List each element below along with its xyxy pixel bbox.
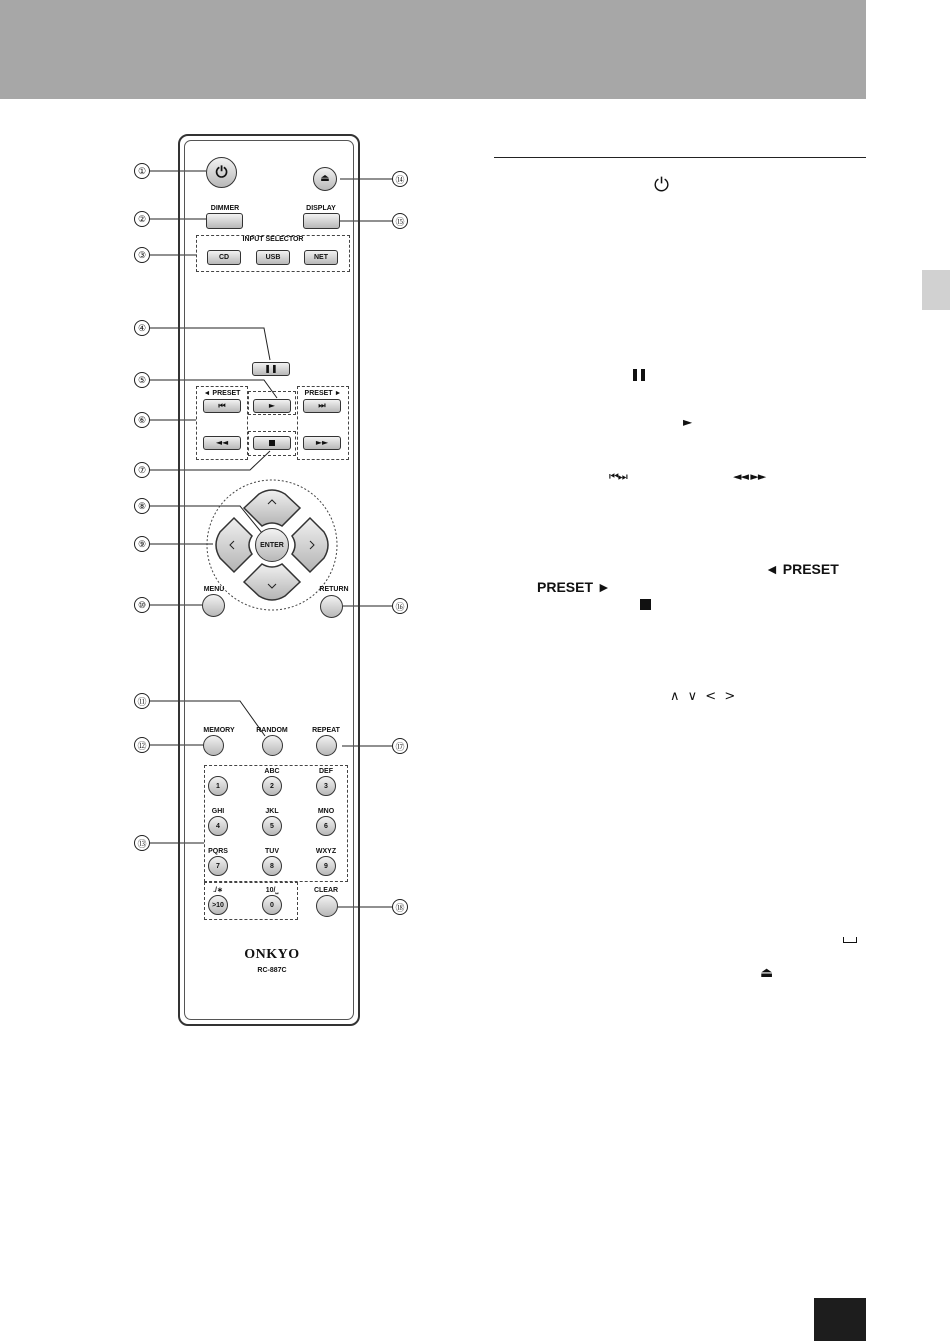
preset-left-text: ◄ PRESET [765,561,839,577]
rewind-icon: ◄◄ [215,438,229,447]
callout-1: ① [134,163,150,179]
eject-icon: ⏏ [760,965,774,981]
callout-6: ⑥ [134,412,150,428]
display-button[interactable] [303,213,340,229]
callout-14: ⑭ [392,171,408,187]
callout-3: ③ [134,247,150,263]
rewind-button[interactable] [203,436,241,450]
skip-forward-icon: ⏭ [318,401,326,410]
display-label: DISPLAY [306,205,336,212]
model-label: RC-887C [257,967,287,974]
key-10-letters: ./∗ [213,887,223,894]
key-over10-button[interactable]: >10 [208,895,228,915]
key-4-button[interactable]: 4 [208,816,228,836]
callout-8: ⑧ [134,498,150,514]
callout-17: ⑰ [392,738,408,754]
callout-4: ④ [134,320,150,336]
preset-right-label: PRESET ► [304,390,342,397]
key-2-button[interactable]: 2 [262,776,282,796]
pause-button[interactable] [252,362,290,376]
dpad-left-button[interactable] [216,518,252,572]
eject-icon: ⏏ [320,173,330,184]
cd-button[interactable]: CD [207,250,241,265]
dpad-down-button[interactable] [244,564,300,600]
key-8-button[interactable]: 8 [262,856,282,876]
callout-5: ⑤ [134,372,150,388]
key-6-letters: MNO [317,808,335,815]
callout-10: ⑩ [134,597,150,613]
input-selector-label: INPUT SELECTOR [226,236,320,243]
dpad-right-button[interactable] [292,518,328,572]
key-3-letters: DEF [319,768,333,775]
return-label: RETURN [319,586,349,593]
dimmer-button[interactable] [206,213,243,229]
stop-button[interactable] [253,436,291,450]
fast-forward-button[interactable] [303,436,341,450]
key-7-letters: PQRS [208,848,228,855]
memory-label: MEMORY [203,727,235,734]
play-icon: ► [683,415,693,429]
callout-12: ⑫ [134,737,150,753]
skip-back-icon: ⏮ [218,401,226,410]
skip-icons: ⏮⏭ [609,470,627,483]
return-button[interactable] [320,595,343,618]
clear-label: CLEAR [313,887,339,894]
random-button[interactable] [262,735,283,756]
memory-button[interactable] [203,735,224,756]
skip-forward-button[interactable] [303,399,341,413]
power-button[interactable] [206,157,237,188]
key-2-letters: ABC [264,768,280,775]
enter-button[interactable]: ENTER [255,528,289,562]
clear-button[interactable] [316,895,338,917]
cursor-icons: ∧ ∨ < > [670,689,736,704]
callout-16: ⑯ [392,598,408,614]
key-5-letters: JKL [265,808,279,815]
callout-11: ⑪ [134,693,150,709]
menu-label: MENU [203,586,225,593]
stop-icon [269,440,275,446]
play-button[interactable] [253,399,291,413]
key-1-button[interactable]: 1 [208,776,228,796]
key-9-button[interactable]: 9 [316,856,336,876]
dimmer-label: DIMMER [210,205,240,212]
power-icon: ⏻ [215,163,228,181]
callout-15: ⑮ [392,213,408,229]
repeat-button[interactable] [316,735,337,756]
key-9-letters: WXYZ [315,848,337,855]
search-icons: ◄◄ ►► [733,470,766,483]
key-0-letters: 10/⎵ [265,887,279,894]
pause-icon: ❚❚ [264,364,278,373]
key-3-button[interactable]: 3 [316,776,336,796]
brand-logo: ONKYO [244,947,300,962]
net-button[interactable]: NET [304,250,338,265]
repeat-label: REPEAT [312,727,340,734]
preset-right-text: PRESET ► [537,579,611,595]
key-4-letters: GHI [211,808,225,815]
key-5-button[interactable]: 5 [262,816,282,836]
callout-18: ⑱ [392,899,408,915]
key-7-button[interactable]: 7 [208,856,228,876]
callout-13: ⑬ [134,835,150,851]
random-label: RANDOM [256,727,288,734]
fast-forward-icon: ►► [315,438,329,447]
callout-7: ⑦ [134,462,150,478]
callout-2: ② [134,211,150,227]
power-icon: ⏻ [654,174,670,196]
usb-button[interactable]: USB [256,250,290,265]
key-6-button[interactable]: 6 [316,816,336,836]
menu-button[interactable] [202,594,225,617]
eject-button[interactable] [313,167,337,191]
play-icon: ► [268,401,276,410]
skip-back-button[interactable] [203,399,241,413]
callout-9: ⑨ [134,536,150,552]
dpad-up-button[interactable] [244,490,300,526]
key-0-button[interactable]: 0 [262,895,282,915]
preset-left-label: ◄ PRESET [203,390,241,397]
key-8-letters: TUV [265,848,279,855]
